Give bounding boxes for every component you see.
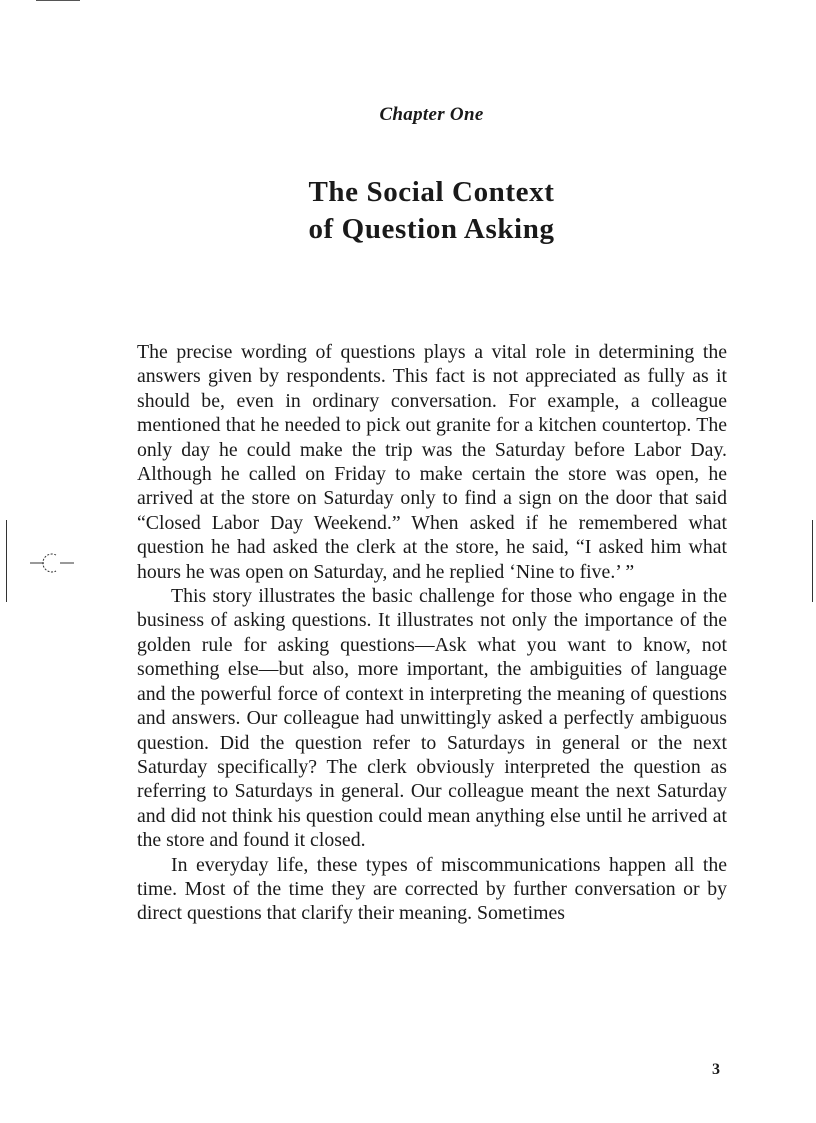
chapter-title <box>0 174 816 248</box>
paragraph-1: The precise wording of questions plays a vital role in determining the answers given by respondents. This fact is not appreciated as fully as it should be, even in ordinary conversation. For example, a colleague mentioned that he needed to pick out granite for a kitchen countertop. The only day he could make the trip was the Saturday before Labor Day. Although he called on Friday to make certain the store was open, he arrived at the store on Saturday only to find a sign on the door that said “Closed Labor Day Weekend.” When asked if he remembered what question he had asked the clerk at the store, he said, “I asked him what hours he was open on Saturday, and he replied ‘Nine to five.’ ” <box>137 341 727 583</box>
paragraph-3: In everyday life, these types of miscommunications happen all the time. Most of the time they are corrected by further conversation or by direct questions that clarify their meaning. Sometimes <box>137 853 727 925</box>
registration-mark-icon <box>30 550 80 576</box>
chapter-title-line-1: The Social Context <box>308 176 555 208</box>
paragraph-2: This story illustrates the basic challenge for those who engage in the business of asking questions. It illustrates not only the importance of the golden rule for asking questions—Ask what you want to know, not something else—but also, more important, the ambiguities of language and the powerful force of context in interpreting the meaning of questions and answers. Our colleague had unwittingly asked a perfectly ambiguous question. Did the question refer to Saturdays in general or the next Saturday specifically? The clerk obviously interpreted the question as referring to Saturdays in general. Our colleague meant the next Saturday and did not think his question could mean anything else until he arrived at the store and found it closed. <box>137 585 727 852</box>
crop-rule-right <box>812 520 813 602</box>
body-text <box>137 340 727 926</box>
page-number: 3 <box>712 1061 720 1078</box>
chapter-title-line-2: of Question Asking <box>308 213 555 245</box>
crop-rule-top <box>36 0 80 1</box>
chapter-label: Chapter One <box>379 104 484 125</box>
crop-rule-left <box>6 520 7 602</box>
